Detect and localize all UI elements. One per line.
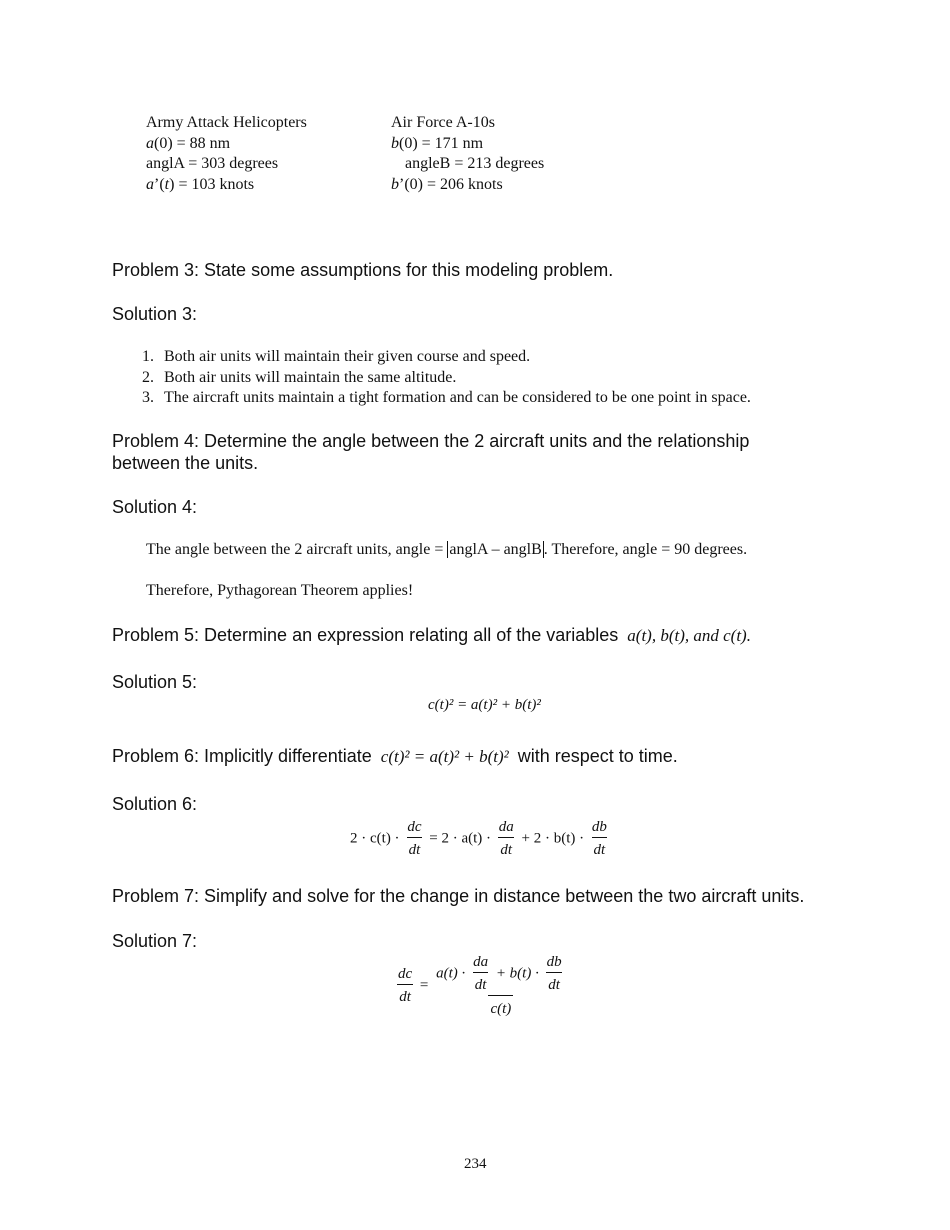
pythagorean-statement: Therefore, Pythagorean Theorem applies! [146, 582, 414, 599]
assumptions-list [142, 347, 751, 409]
assumption-item: 1. Both air units will maintain their given course and speed. [142, 348, 531, 365]
problem-4-heading: Problem 4: Determine the angle between the 2 aircraft units and the relationship between the units. [112, 431, 750, 473]
right-unit-position: b(0) = 171 nm [391, 134, 484, 152]
problem-5-heading: Problem 5: Determine an expression relating all of the variables a(t), b(t), and c(t). [112, 625, 751, 645]
fraction-da-dt: $\frac{da}{dt}$ [498, 819, 514, 858]
big-fraction: a(t) · $\frac{da}{dt}$ + b(t) · $\frac{db}{dt}$ c(t) [436, 954, 562, 1017]
solution-7-equation: $\frac{dc}{dt}$ = a(t) · $\frac{da}{dt}$ + b(t) · $\frac{db}{dt}$ c(t) [394, 955, 570, 1017]
page-number: 234 [464, 1156, 487, 1172]
absolute-value-expression: anglA – anglB [449, 541, 542, 558]
problem-7-heading: Problem 7: Simplify and solve for the change in distance between the two aircraft units. [112, 886, 805, 906]
left-unit-speed: a’(t) = 103 knots [146, 175, 255, 193]
left-unit-column [146, 113, 307, 195]
assumption-item: 3. The aircraft units maintain a tight formation and can be considered to be one point in space. [142, 389, 751, 406]
left-unit-title: Army Attack Helicopters [146, 114, 307, 131]
right-unit-speed: b’(0) = 206 knots [391, 175, 503, 193]
angle-statement: The angle between the 2 aircraft units, angle = anglA – anglB . Therefore, angle = 90 degrees. [146, 541, 748, 558]
right-unit-angle: angleB = 213 degrees [405, 155, 545, 172]
fraction-dc-dt: $\frac{dc}{dt}$ [407, 819, 422, 858]
left-unit-position: a(0) = 88 nm [146, 134, 231, 152]
problem-6-equation: c(t)² = a(t)² + b(t)² [380, 747, 509, 766]
solution-6-label: Solution 6: [112, 794, 198, 814]
fraction-dc-dt-result: $\frac{dc}{dt}$ [398, 966, 413, 1005]
problem-3-heading: Problem 3: State some assumptions for this modeling problem. [112, 260, 614, 280]
derivative-equation: 2 · c(t) · $\frac{dc}{dt}$ = 2 · a(t) · $\frac{da}{dt}$ + 2 · b(t) · $\frac{db}{dt}$ [350, 819, 607, 858]
solution-5-label: Solution 5: [112, 672, 198, 692]
solution-3-label: Solution 3: [112, 304, 198, 324]
problem-6-heading: Problem 6: Implicitly differentiate c(t)² = a(t)² + b(t)² with respect to time. [112, 746, 678, 766]
fraction-db-dt: $\frac{db}{dt}$ [591, 819, 607, 858]
assumption-item: 2. Both air units will maintain the same altitude. [142, 368, 457, 386]
problem-5-variables: a(t), b(t), and c(t). [627, 626, 751, 645]
solution-4-label: Solution 4: [112, 497, 198, 517]
right-unit-title: Air Force A-10s [391, 114, 495, 131]
pythagorean-equation: c(t)² = a(t)² + b(t)² [428, 697, 541, 713]
right-unit-column [391, 113, 544, 195]
solution-7-label: Solution 7: [112, 931, 198, 951]
left-unit-angle: anglA = 303 degrees [146, 155, 279, 172]
